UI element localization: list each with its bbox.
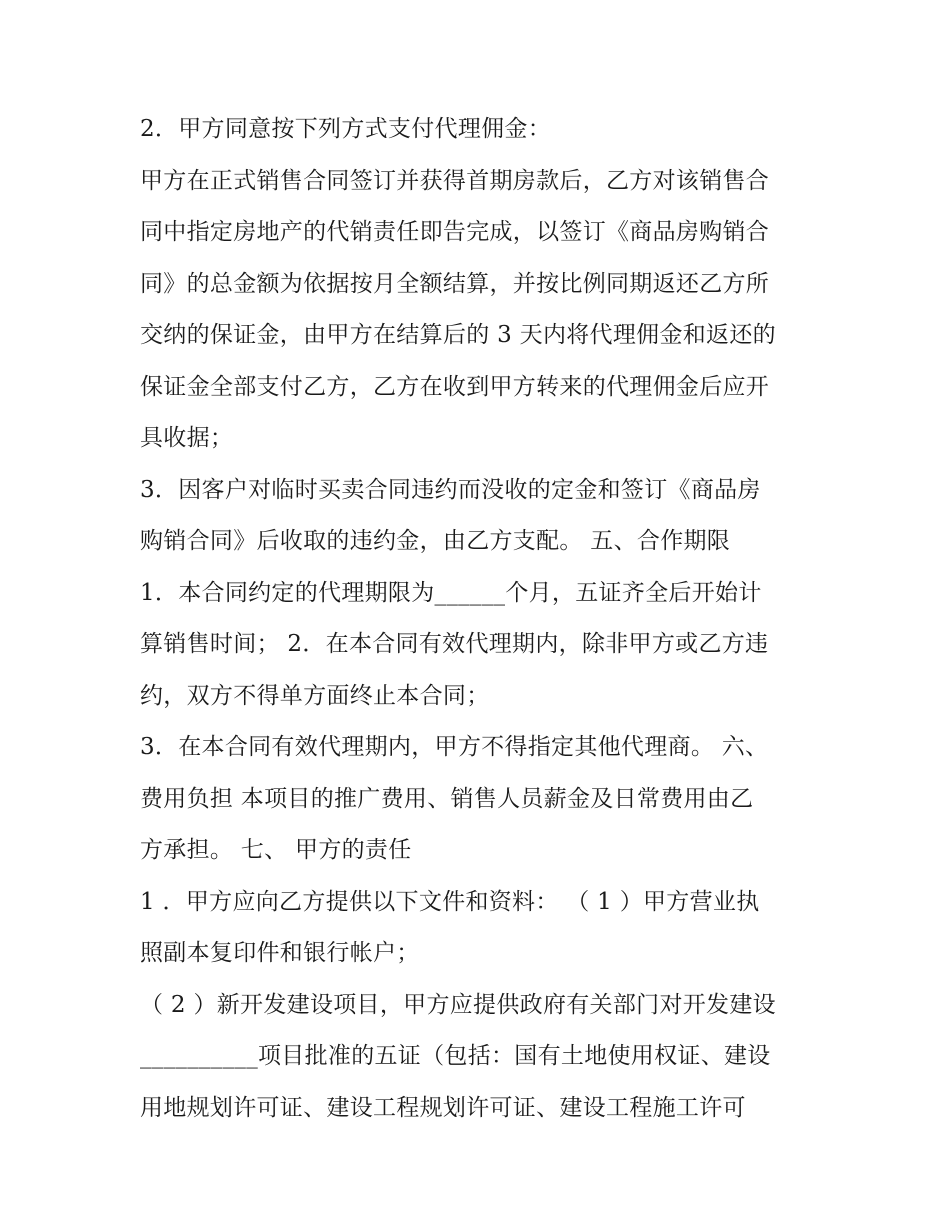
text-line: 同中指定房地产的代销责任即告完成，以签订《商品房购销合 <box>140 219 770 245</box>
text-line: 具收据； <box>140 425 234 451</box>
text-line: 2．甲方同意按下列方式支付代理佣金： <box>140 116 552 142</box>
text-line: 交纳的保证金，由甲方在结算后的 3 天内将代理佣金和返还的 <box>140 322 776 348</box>
text-line: 约，双方不得单方面终止本合同； <box>140 682 490 709</box>
contract-text-body <box>140 104 820 1134</box>
text-line: 用地规划许可证、建设工程规划许可证、建设工程施工许可 <box>140 1094 746 1121</box>
text-line: 甲方在正式销售合同签订并获得首期房款后，乙方对该销售合 <box>140 167 770 194</box>
text-line: 1 ．甲方应向乙方提供以下文件和资料： （ 1 ）甲方营业执 <box>140 888 760 915</box>
text-line: 照副本复印件和银行帐户； <box>140 940 420 966</box>
text-line: 保证金全部支付乙方，乙方在收到甲方转来的代理佣金后应开 <box>140 373 770 400</box>
text-line: 费用负担 本项目的推广费用、销售人员薪金及日常费用由乙 <box>140 785 754 812</box>
text-line: __________项目批准的五证（包括：国有土地使用权证、建设 <box>140 1043 771 1069</box>
text-line: 1．本合同约定的代理期限为______个月，五证齐全后开始计 <box>140 579 762 606</box>
text-line: 购销合同》后收取的违约金，由乙方支配。 五、合作期限 <box>140 528 731 554</box>
text-line: 3．在本合同有效代理期内，甲方不得指定其他代理商。 六、 <box>140 734 769 760</box>
text-line: 同》的总金额为依据按月全额结算，并按比例同期返还乙方所 <box>140 270 770 297</box>
text-line: （ 2 ）新开发建设项目，甲方应提供政府有关部门对开发建设 <box>140 991 776 1018</box>
text-line: 方承担。 七、 甲方的责任 <box>140 837 412 863</box>
text-line: 3．因客户对临时买卖合同违约而没收的定金和签订《商品房 <box>140 476 761 503</box>
text-line: 算销售时间； 2．在本合同有效代理期内，除非甲方或乙方违 <box>140 631 769 657</box>
